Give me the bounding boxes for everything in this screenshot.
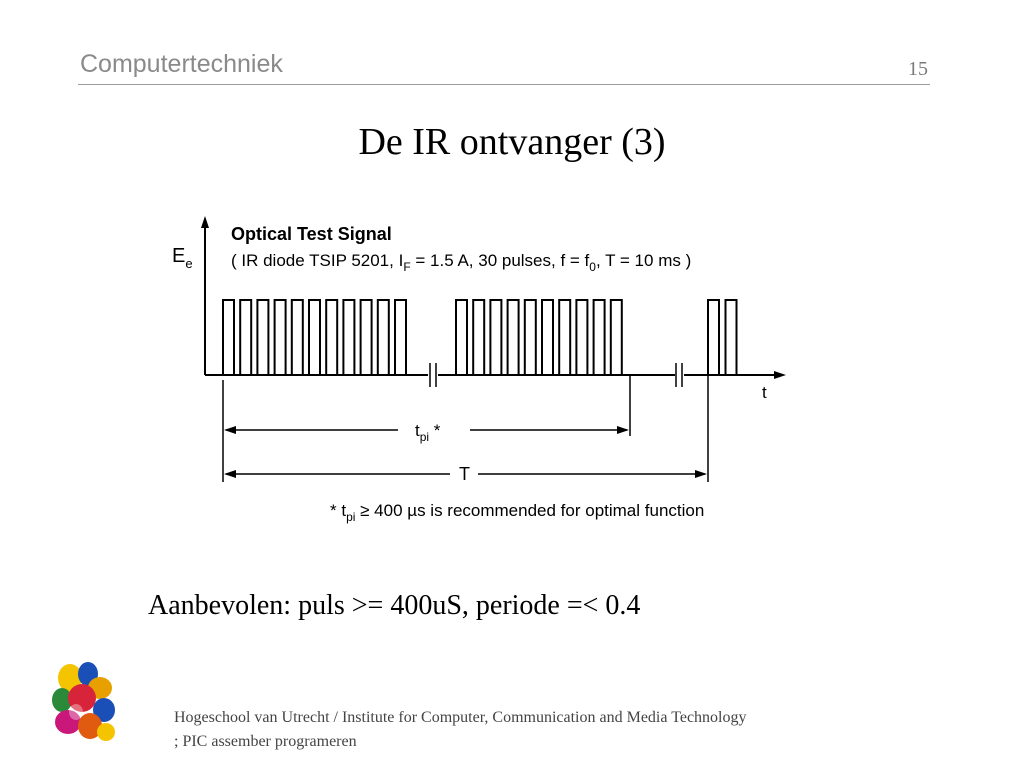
- signal-subtitle: ( IR diode TSIP 5201, $I_F = 1.5$ A, 30 pulses, $f = f_0$, T = 10 ms ): [231, 251, 692, 274]
- x-axis-label: t: [762, 383, 767, 402]
- period-arrow-right: [695, 470, 707, 478]
- pulse-trains: [219, 300, 741, 375]
- slide-title: De IR ontvanger (3): [358, 121, 666, 163]
- header-divider: [78, 84, 930, 85]
- tpi-arrow-right: [617, 426, 629, 434]
- tpi-label: $t_{pi}$ *: [415, 421, 441, 444]
- period-label: T: [459, 464, 470, 484]
- period-arrow-left: [224, 470, 236, 478]
- pulse-train-2: [452, 300, 626, 375]
- ir-signal-diagram: [160, 210, 830, 530]
- footer-line-1: Hogeschool van Utrecht / Institute for Computer, Communication and Media Technology: [174, 709, 747, 726]
- hogeschool-logo-icon: [46, 660, 122, 744]
- recommendation-text: Aanbevolen: puls >= 400uS, periode =< 0.4: [148, 590, 641, 621]
- header-title: Computertechniek: [80, 50, 283, 78]
- y-axis-arrow: [201, 216, 209, 228]
- tpi-arrow-left: [224, 426, 236, 434]
- footnote: * $t_{pi} \ge 400$ µs is recommended for optimal function: [330, 501, 705, 524]
- pulse-train-3: [704, 300, 741, 375]
- signal-title: Optical Test Signal: [231, 224, 392, 244]
- footer-line-2: ; PIC assember programeren: [174, 733, 357, 750]
- pulse-train-1: [219, 300, 410, 375]
- y-axis-label: $E_e$: [172, 245, 193, 271]
- page-number: 15: [908, 58, 928, 80]
- x-axis-arrow: [774, 371, 786, 379]
- footer-text: [174, 706, 747, 754]
